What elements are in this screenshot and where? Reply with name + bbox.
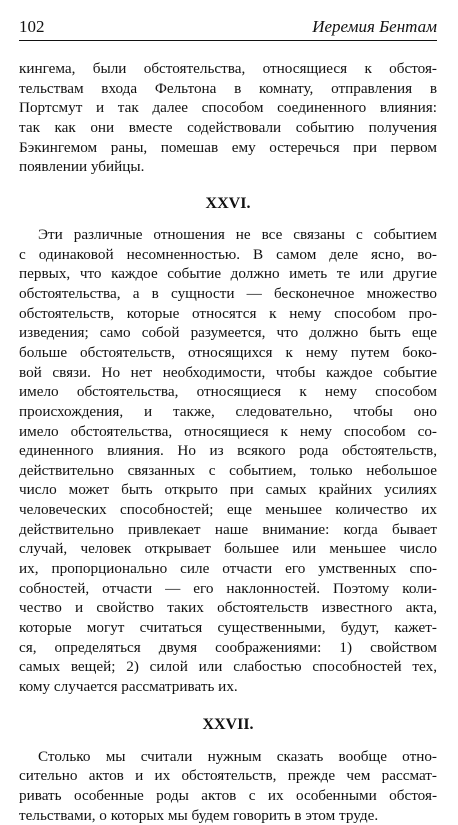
text-line: обстоятельства, а в сущности — бесконечное множество — [19, 284, 437, 302]
running-header — [19, 8, 437, 41]
text-line: кингема, были обстоятельства, относящиеся к обстоя- — [19, 60, 437, 77]
text-line: их, пропорционально силе отчасти его умственных спо- — [19, 560, 437, 578]
text-line: сительно актов и их обстоятельств, прежде чем рассмат- — [19, 767, 437, 785]
text-line: чество и свойство таких обстоятельств известного акта, — [19, 599, 437, 617]
paragraph-continued — [19, 59, 437, 177]
text-line: имело обстоятельства, относящиеся к нему способом — [19, 383, 437, 401]
text-line: появлении убийцы. — [19, 158, 145, 176]
text-line: самых вещей; 2) силой или слабостью способностей тех, — [19, 658, 437, 676]
text-line: Эти различные отношения не все связаны с событием — [38, 225, 437, 243]
text-line: ривать особенные роды актов с их особенными обстоя- — [19, 787, 437, 804]
text-line: первых, что каждое событие должно иметь те или другие — [19, 265, 437, 283]
paragraph-xxvi — [19, 225, 437, 697]
section-heading-xxvi: XXVI. — [205, 194, 251, 212]
text-line: единенного влияния. Но из всякого рода обстоятельств, — [19, 442, 437, 460]
page-body — [19, 59, 437, 825]
text-line: больше обстоятельств, относящихся к нему путем боко- — [19, 343, 437, 361]
text-line: человеческих способностей; еще меньшее количество их — [19, 501, 437, 519]
text-line: с одинаковой несомненностью. В самом деле ясно, во- — [19, 245, 437, 263]
text-line: ся, определяться двумя соображениями: 1) свойством — [19, 638, 437, 656]
section-heading-xxvii: XXVII. — [202, 715, 254, 733]
text-line: Бэкингемом раны, помешав ему остеречься при первом — [19, 138, 437, 156]
running-title: Иеремия Бентам — [312, 17, 437, 36]
text-line: Портсмут и так далее способом соединенного влияния: — [19, 99, 437, 117]
text-line: тельствам входа Фельтона в комнату, отправления в — [19, 79, 437, 97]
text-line: действительно связанных с событием, только небольшое — [19, 461, 437, 479]
text-line: кому случается рассматривать их. — [19, 678, 238, 696]
text-line: Столько мы считали нужным сказать вообще отно- — [38, 747, 437, 765]
text-line: которые могут считаться существенными, будут, кажет- — [19, 619, 437, 637]
paragraph-xxvii — [19, 747, 437, 825]
text-line: происхождения, и также, следовательно, чтобы оно — [19, 402, 437, 420]
text-line: вой связи. Но нет необходимости, чтобы каждое событие — [19, 363, 437, 381]
text-line: число может быть открыто при самых крайних усилиях — [19, 481, 437, 499]
text-line: тельствами, о которых мы будем говорить в этом труде. — [19, 806, 379, 824]
text-line: действительно привлекает наше внимание: когда бывает — [19, 520, 437, 538]
text-line: имело обстоятельства, относящиеся к нему способом со- — [19, 422, 437, 440]
text-line: собностей, отчасти — его наклонностей. Поэтому коли- — [19, 579, 437, 597]
page-number: 102 — [19, 17, 45, 36]
text-line: случай, человек открывает большее или меньшее число — [19, 540, 437, 558]
text-line: обстоятельств, которые относятся к нему способом про- — [19, 304, 437, 322]
text-line: так как они вместе содействовали событию получения — [19, 118, 437, 136]
text-line: изведения; само собой разумеется, что должно быть еще — [19, 324, 437, 342]
